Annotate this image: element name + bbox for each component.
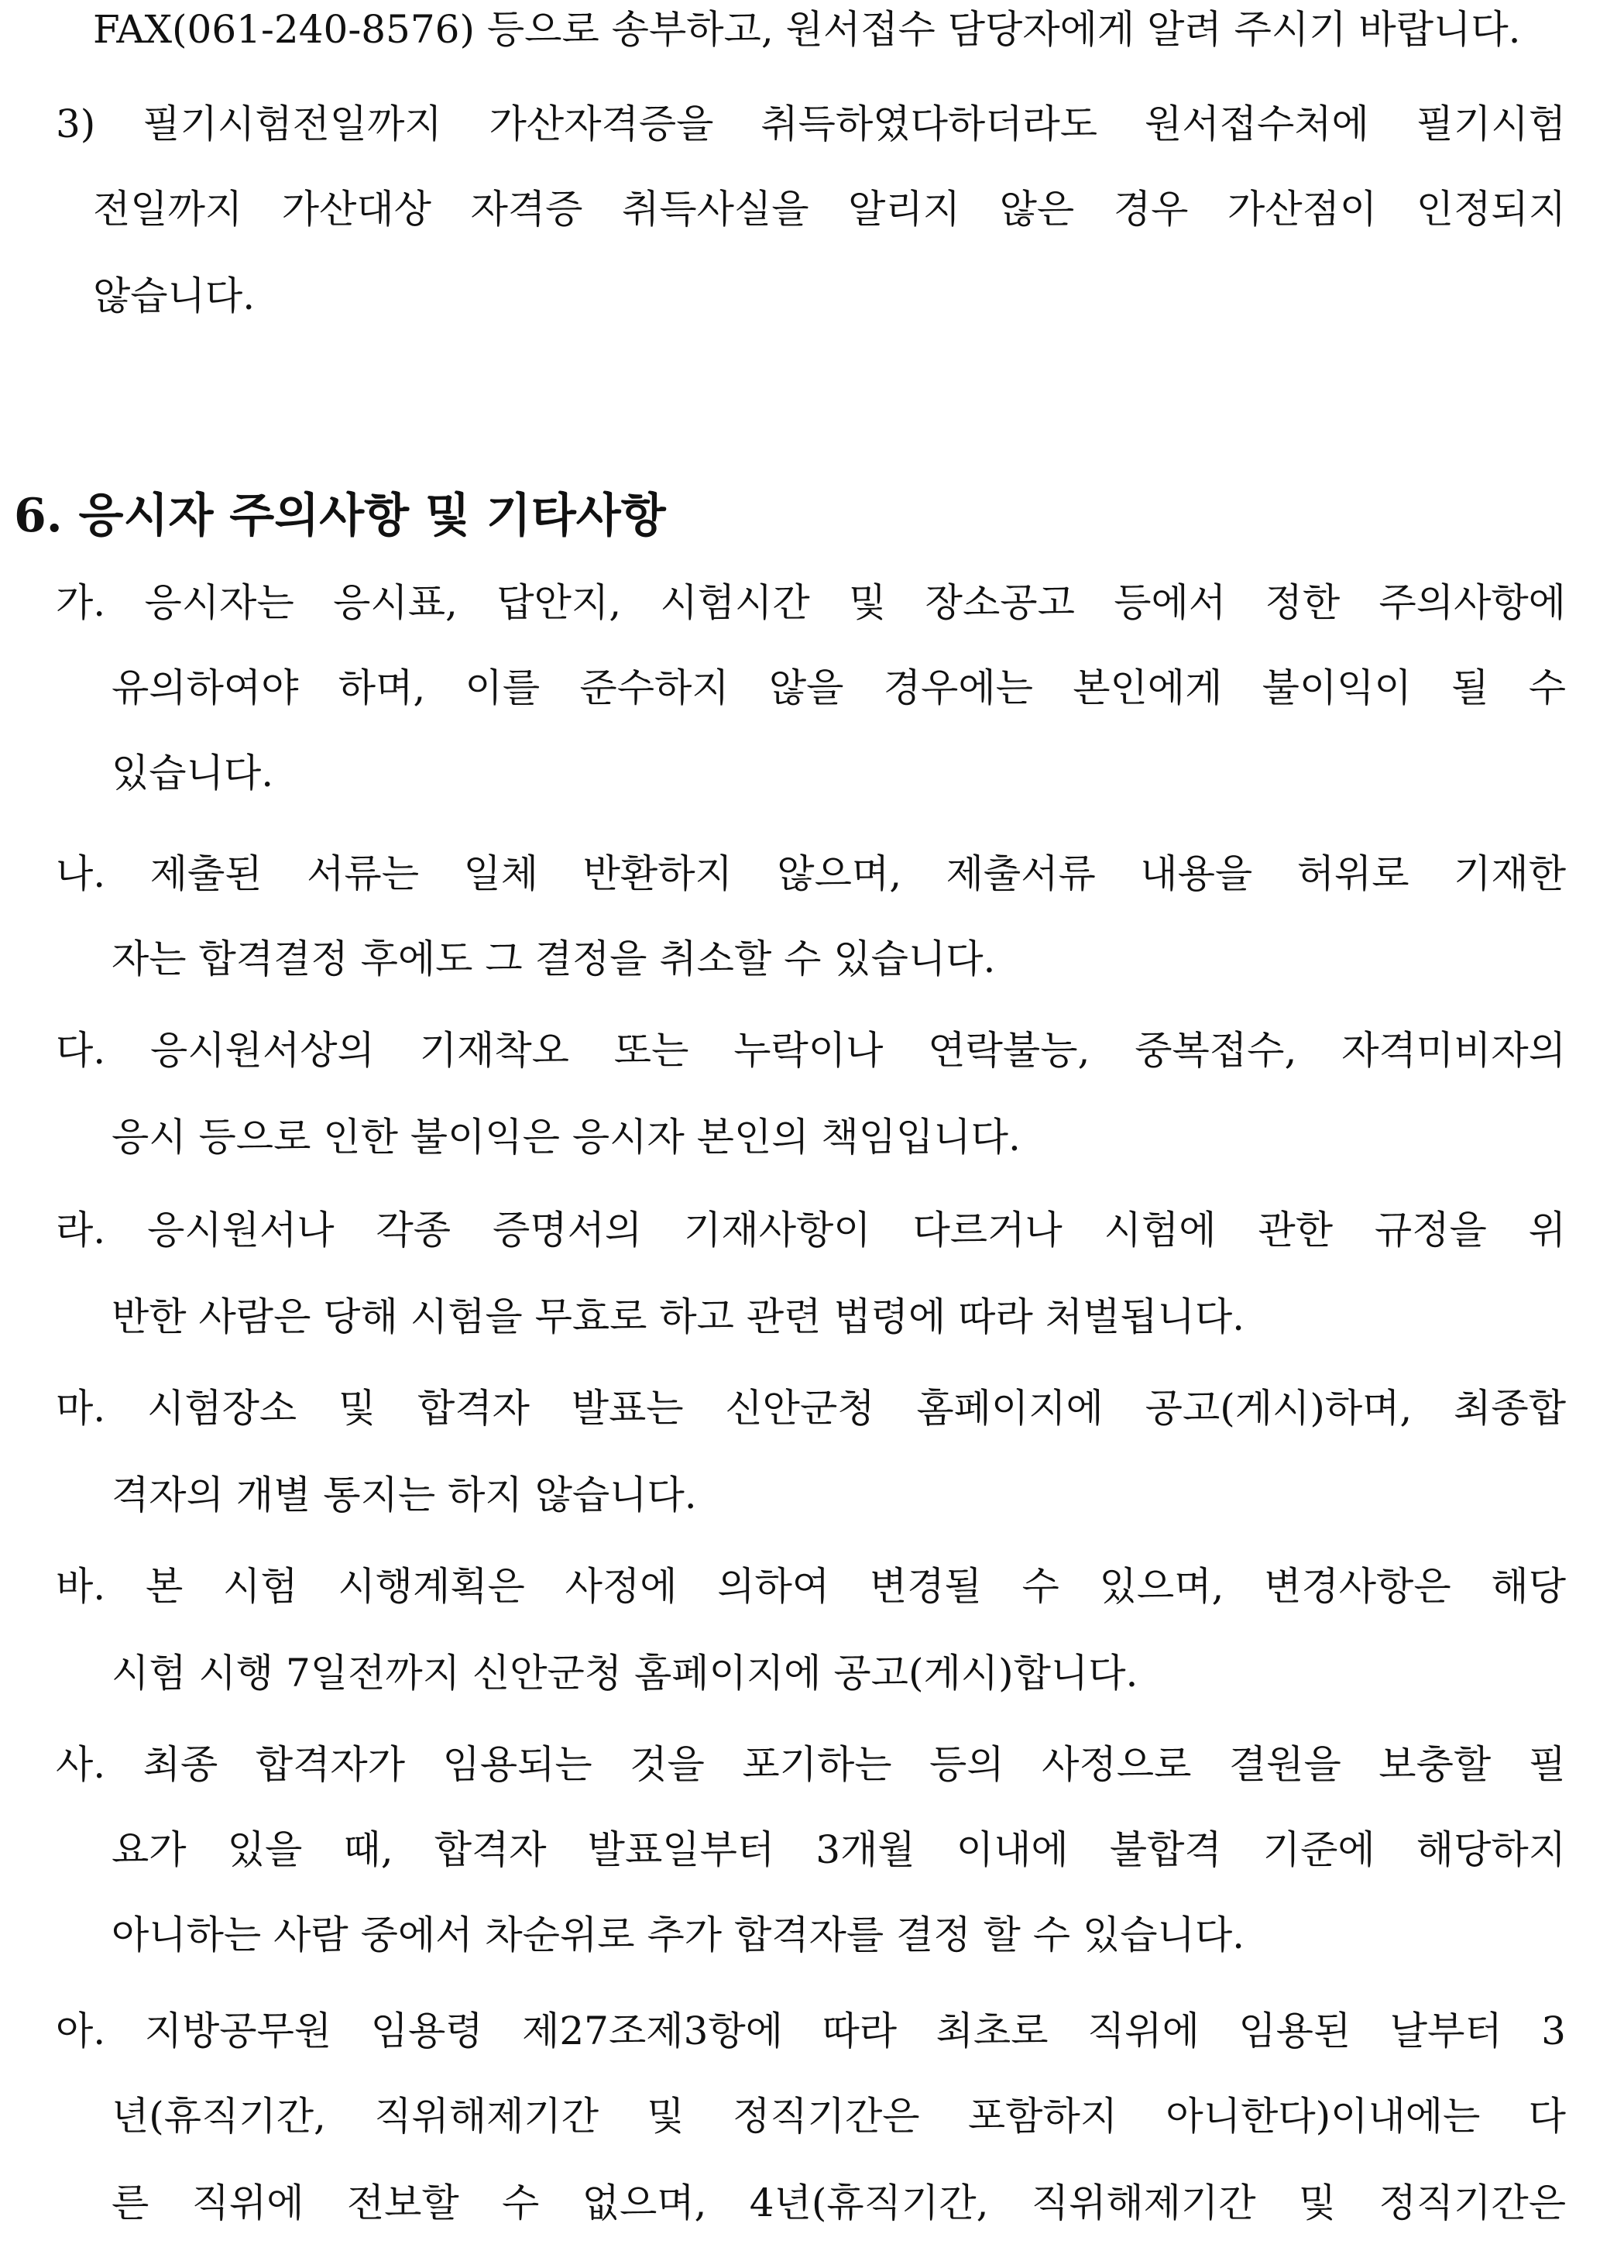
item-ra-line-2: 반한 사람은 당해 시험을 무효로 하고 관련 법령에 따라 처벌됩니다.: [112, 1294, 1245, 1339]
item-ba-line-2: 시험 시행 7일전까지 신안군청 홈페이지에 공고(게시)합니다.: [112, 1651, 1138, 1696]
item-sa-line-1: 사. 최종 합격자가 임용되는 것을 포기하는 등의 사정으로 결원을 보충할 필: [56, 1742, 1566, 1787]
item-na-line-1: 나. 제출된 서류는 일체 반환하지 않으며, 제출서류 내용을 허위로 기재한: [56, 851, 1566, 896]
item-ba-line-1: 바. 본 시험 시행계획은 사정에 의하여 변경될 수 있으며, 변경사항은 해당: [56, 1564, 1566, 1609]
item-ga-line-3: 있습니다.: [112, 751, 274, 796]
item-3-line-2: 전일까지 가산대상 자격증 취득사실을 알리지 않은 경우 가산점이 인정되지: [93, 187, 1566, 232]
item-da-line-2: 응시 등으로 인한 불이익은 응시자 본인의 책임입니다.: [112, 1115, 1021, 1160]
item-sa-line-3: 아니하는 사람 중에서 차순위로 추가 합격자를 결정 할 수 있습니다.: [112, 1912, 1245, 1957]
section-6-title: 6. 응시자 주의사항 및 기타사항: [14, 489, 666, 543]
item-3-line-1: 3) 필기시험전일까지 가산자격증을 취득하였다하더라도 원서접수처에 필기시험: [56, 101, 1566, 146]
item-ga-line-1: 가. 응시자는 응시표, 답안지, 시험시간 및 장소공고 등에서 정한 주의사항에: [56, 580, 1566, 625]
item-a-line-1: 아. 지방공무원 임용령 제27조제3항에 따라 최초로 직위에 임용된 날부터 3: [56, 2009, 1566, 2053]
item-na-line-2: 자는 합격결정 후에도 그 결정을 취소할 수 있습니다.: [112, 936, 996, 981]
item-a-line-2: 년(휴직기간, 직위해제기간 및 정직기간은 포함하지 아니한다)이내에는 다: [112, 2094, 1566, 2139]
item-ra-line-1: 라. 응시원서나 각종 증명서의 기재사항이 다르거나 시험에 관한 규정을 위: [56, 1208, 1566, 1253]
item-3-line-3: 않습니다.: [93, 273, 256, 318]
item-da-line-1: 다. 응시원서상의 기재착오 또는 누락이나 연락불능, 중복접수, 자격미비자의: [56, 1028, 1566, 1073]
item-ga-line-2: 유의하여야 하며, 이를 준수하지 않을 경우에는 본인에게 불이익이 될 수: [112, 665, 1566, 710]
item-ma-line-1: 마. 시험장소 및 합격자 발표는 신안군청 홈페이지에 공고(게시)하며, 최종합: [56, 1386, 1566, 1431]
item-a-line-3: 른 직위에 전보할 수 없으며, 4년(휴직기간, 직위해제기간 및 정직기간은: [112, 2180, 1566, 2225]
item-sa-line-2: 요가 있을 때, 합격자 발표일부터 3개월 이내에 불합격 기준에 해당하지: [112, 1827, 1566, 1872]
fax-instruction-line: FAX(061-240-8576) 등으로 송부하고, 원서접수 담당자에게 알려 주시기 바랍니다.: [93, 7, 1521, 52]
item-ma-line-2: 격자의 개별 통지는 하지 않습니다.: [112, 1472, 697, 1517]
